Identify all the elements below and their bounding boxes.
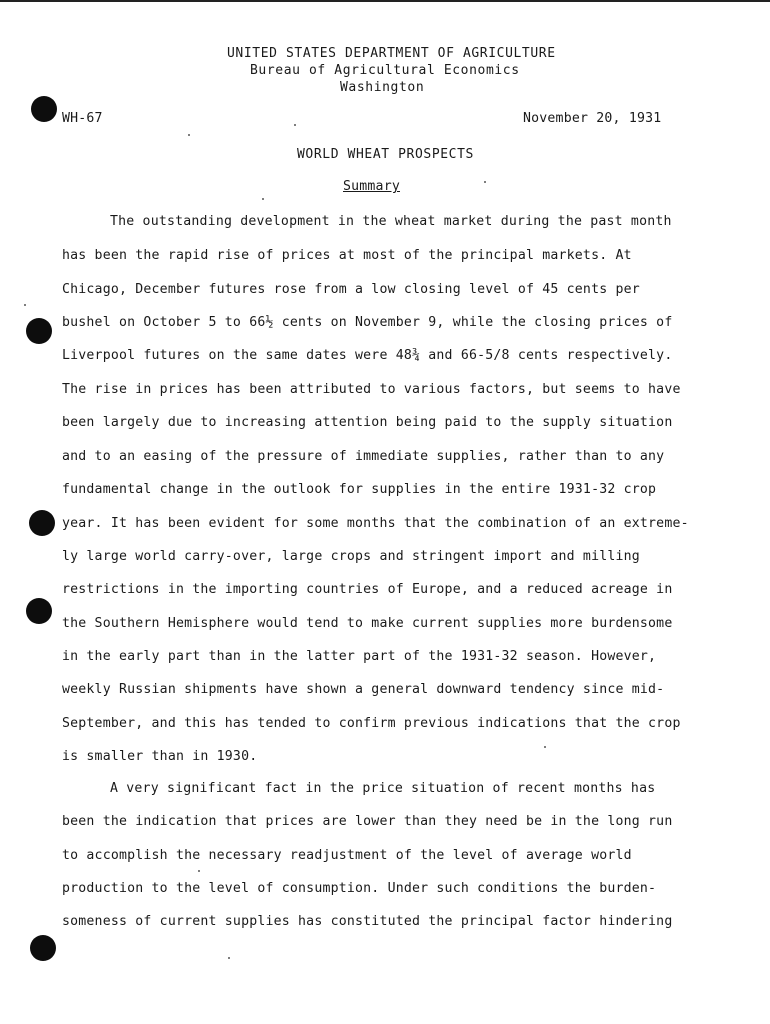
body-line: Liverpool futures on the same dates were 48¾ and 66-5/8 cents respectively. bbox=[62, 348, 673, 363]
scan-speck bbox=[484, 181, 486, 183]
body-line: weekly Russian shipments have shown a general downward tendency since mid- bbox=[62, 682, 665, 697]
punch-hole bbox=[26, 318, 52, 344]
punch-hole bbox=[31, 96, 57, 122]
body-line: to accomplish the necessary readjustment of the level of average world bbox=[62, 848, 632, 863]
body-line: restrictions in the importing countries of Europe, and a reduced acreage in bbox=[62, 582, 673, 597]
body-line: Chicago, December futures rose from a low closing level of 45 cents per bbox=[62, 282, 640, 297]
body-line: been the indication that prices are lower than they need be in the long run bbox=[62, 814, 673, 829]
body-line: fundamental change in the outlook for supplies in the entire 1931-32 crop bbox=[62, 482, 657, 497]
document-title: WORLD WHEAT PROSPECTS bbox=[297, 147, 474, 162]
scan-speck bbox=[544, 746, 546, 748]
document-number: WH-67 bbox=[62, 111, 103, 126]
body-line: the Southern Hemisphere would tend to make current supplies more burdensome bbox=[62, 616, 673, 631]
body-line: The rise in prices has been attributed to various factors, but seems to have bbox=[62, 382, 681, 397]
page-top-border bbox=[0, 0, 770, 2]
scan-speck bbox=[198, 870, 200, 872]
body-line: in the early part than in the latter part of the 1931-32 season. However, bbox=[62, 649, 657, 664]
punch-hole bbox=[26, 598, 52, 624]
scan-speck bbox=[294, 124, 296, 126]
body-line: September, and this has tended to confirm previous indications that the crop bbox=[62, 716, 681, 731]
body-line: is smaller than in 1930. bbox=[62, 749, 258, 764]
body-line: bushel on October 5 to 66½ cents on November 9, while the closing prices of bbox=[62, 315, 673, 330]
scan-speck bbox=[24, 304, 26, 306]
body-line: and to an easing of the pressure of immediate supplies, rather than to any bbox=[62, 449, 665, 464]
document-date: November 20, 1931 bbox=[523, 111, 662, 126]
body-line: has been the rapid rise of prices at most of the principal markets. At bbox=[62, 248, 632, 263]
bureau-heading: Bureau of Agricultural Economics bbox=[250, 63, 520, 78]
punch-hole bbox=[29, 510, 55, 536]
scan-speck bbox=[188, 134, 190, 136]
punch-hole bbox=[30, 935, 56, 961]
department-heading: UNITED STATES DEPARTMENT OF AGRICULTURE bbox=[227, 46, 556, 61]
city-heading: Washington bbox=[340, 80, 425, 95]
section-heading: Summary bbox=[343, 179, 400, 194]
body-line: been largely due to increasing attention being paid to the supply situation bbox=[62, 415, 673, 430]
scan-speck bbox=[228, 957, 230, 959]
body-line: someness of current supplies has constituted the principal factor hindering bbox=[62, 914, 673, 929]
body-line: production to the level of consumption. Under such conditions the burden- bbox=[62, 881, 657, 896]
body-line: ly large world carry-over, large crops and stringent import and milling bbox=[62, 549, 640, 564]
body-line: The outstanding development in the wheat market during the past month bbox=[110, 214, 672, 229]
body-line: year. It has been evident for some months that the combination of an extreme- bbox=[62, 516, 689, 531]
scan-speck bbox=[262, 198, 264, 200]
body-line: A very significant fact in the price situation of recent months has bbox=[110, 781, 656, 796]
